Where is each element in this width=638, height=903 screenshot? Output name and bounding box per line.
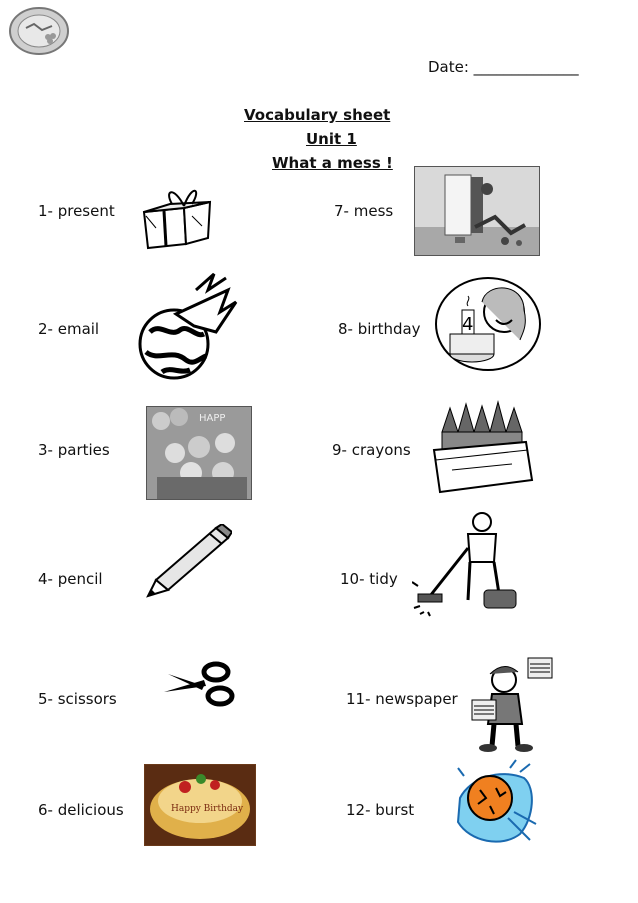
word-newspaper: 11- newspaper xyxy=(346,690,458,708)
unit-subtitle: What a mess ! xyxy=(272,154,393,172)
word-scissors: 5- scissors xyxy=(38,690,117,708)
word-delicious: 6- delicious xyxy=(38,801,124,819)
svg-text:4: 4 xyxy=(462,314,474,335)
word-email: 2- email xyxy=(38,320,100,338)
messy-room-photo-icon xyxy=(414,166,540,256)
page-title: Vocabulary sheet xyxy=(244,106,391,124)
date-field: Date: ______________ xyxy=(428,58,579,76)
crayons-icon xyxy=(432,400,536,496)
burst-balloon-icon xyxy=(450,758,540,850)
unit-label: Unit 1 xyxy=(306,130,357,148)
birthday-girl-icon xyxy=(432,276,544,374)
word-mess: 7- mess xyxy=(334,202,394,220)
party-photo-icon xyxy=(146,406,252,500)
word-crayons: 9- crayons xyxy=(332,441,411,459)
newspaper-boy-icon xyxy=(470,656,554,752)
word-pencil: 4- pencil xyxy=(38,570,103,588)
word-parties: 3- parties xyxy=(38,441,110,459)
cake-photo-icon xyxy=(144,764,256,846)
email-globe-icon xyxy=(136,272,240,382)
gift-icon xyxy=(136,182,216,250)
word-birthday: 8- birthday xyxy=(338,320,421,338)
svg-text:Happy Birthday: Happy Birthday xyxy=(171,804,244,814)
vacuum-cleaner-icon xyxy=(412,508,522,620)
school-logo xyxy=(8,6,70,56)
pencil-icon xyxy=(146,524,232,598)
word-present: 1- present xyxy=(38,202,115,220)
word-tidy: 10- tidy xyxy=(340,570,398,588)
word-burst: 12- burst xyxy=(346,801,415,819)
svg-text:HAPP: HAPP xyxy=(199,413,226,424)
scissors-icon xyxy=(160,658,236,708)
